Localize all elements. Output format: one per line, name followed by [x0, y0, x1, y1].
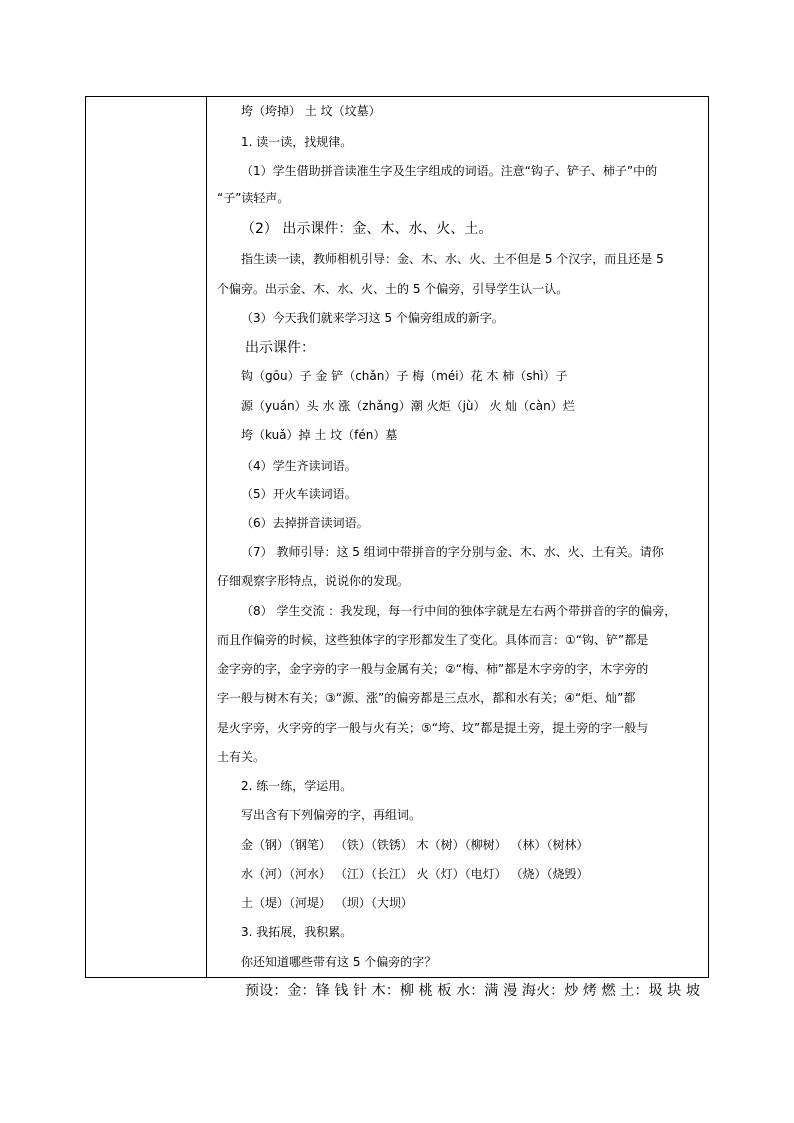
text-line-30: 你还知道哪些带有这 5 个偏旁的字？ [241, 955, 437, 969]
table-left-column [86, 97, 207, 977]
text-line-15: （6）去掉拼音读词语。 [241, 516, 369, 530]
text-line-22: 是火字旁，火字旁的字一般与火有关；⑤“垮、坟”都是提土旁，提土旁的字一般与 [217, 721, 649, 735]
text-line-3: （1）学生借助拼音读准生字及生字组成的词语。注意“钩子、铲子、柿子”中的 [241, 164, 658, 178]
text-line-2: 1. 读一读，找规律。 [241, 135, 353, 149]
text-line-17: 仔细观察字形特点，说说你的发现。 [217, 574, 410, 588]
text-line-24: 2. 练一练，学运用。 [241, 779, 353, 793]
text-line-4: “子”读轻声。 [217, 191, 290, 205]
text-line-10: 钩（gōu）子 金 铲（chǎn）子 梅（méi）花 木 柿（shì）子 [241, 369, 568, 383]
lesson-table [85, 96, 709, 999]
text-line-18: （8） 学生交流 ：我发现，每一行中间的独体字就是左右两个带拼音的字的偏旁， [241, 604, 677, 618]
text-line-11: 源（yuán）头 水 涨（zhǎng）潮 火炬（jù） 火 灿（càn）烂 [241, 399, 575, 413]
text-line-9: 出示课件： [245, 340, 315, 356]
text-line-23: 土有关。 [217, 750, 266, 764]
text-line-8: （3）今天我们就来学习这 5 个偏旁组成的新字。 [241, 311, 504, 325]
table-content-column [207, 97, 708, 999]
text-line-29: 3. 我拓展，我积累。 [241, 925, 353, 939]
text-line-20: 金字旁的字，金字旁的字一般与金属有关；②“梅、柿”都是木字旁的字，木字旁的 [217, 662, 649, 676]
text-line-14: （5）开火车读词语。 [241, 487, 357, 501]
text-line-31: 预设：金：锋 钱 针 木：柳 桃 板 水：满 漫 海火：炒 烤 燃 土：圾 块 坡 [245, 983, 700, 999]
text-line-5: （2） 出示课件：金、木、水、火、土。 [241, 221, 493, 237]
text-line-19: 而且作偏旁的时候，这些独体字的字形都发生了变化。具体而言：①“钩、铲”都是 [217, 633, 649, 647]
text-line-12: 垮（kuǎ）掉 土 坟（fén）墓 [241, 428, 398, 442]
text-line-1: 垮（垮掉） 土 坟（坟墓） [241, 104, 381, 118]
text-line-26: 金（钢）（钢笔） （铁）（铁锈） 木（树）（柳树） （林）（树林） [241, 838, 589, 852]
text-line-28: 土（堤）（河堤） （坝）（大坝） [241, 896, 413, 910]
text-line-7: 个偏旁。出示金、木、水、火、土的 5 个偏旁，引导学生认一认。 [217, 282, 569, 296]
text-line-6: 指生读一读，教师相机引导：金、木、水、火、土不但是 5 个汉字，而且还是 5 [241, 252, 664, 266]
text-line-21: 字一般与树木有关；③“源、涨”的偏旁都是三点水，都和水有关；④“炬、灿”都 [217, 691, 636, 705]
text-line-27: 水（河）（河水） （江）（长江） 火（灯）（电灯） （烧）（烧毁） [241, 867, 589, 881]
text-line-16: （7） 教师引导：这 5 组词中带拼音的字分别与金、木、水、火、土有关。请你 [241, 545, 664, 559]
text-line-13: （4）学生齐读词语。 [241, 459, 357, 473]
text-line-25: 写出含有下列偏旁的字，再组词。 [241, 808, 422, 822]
